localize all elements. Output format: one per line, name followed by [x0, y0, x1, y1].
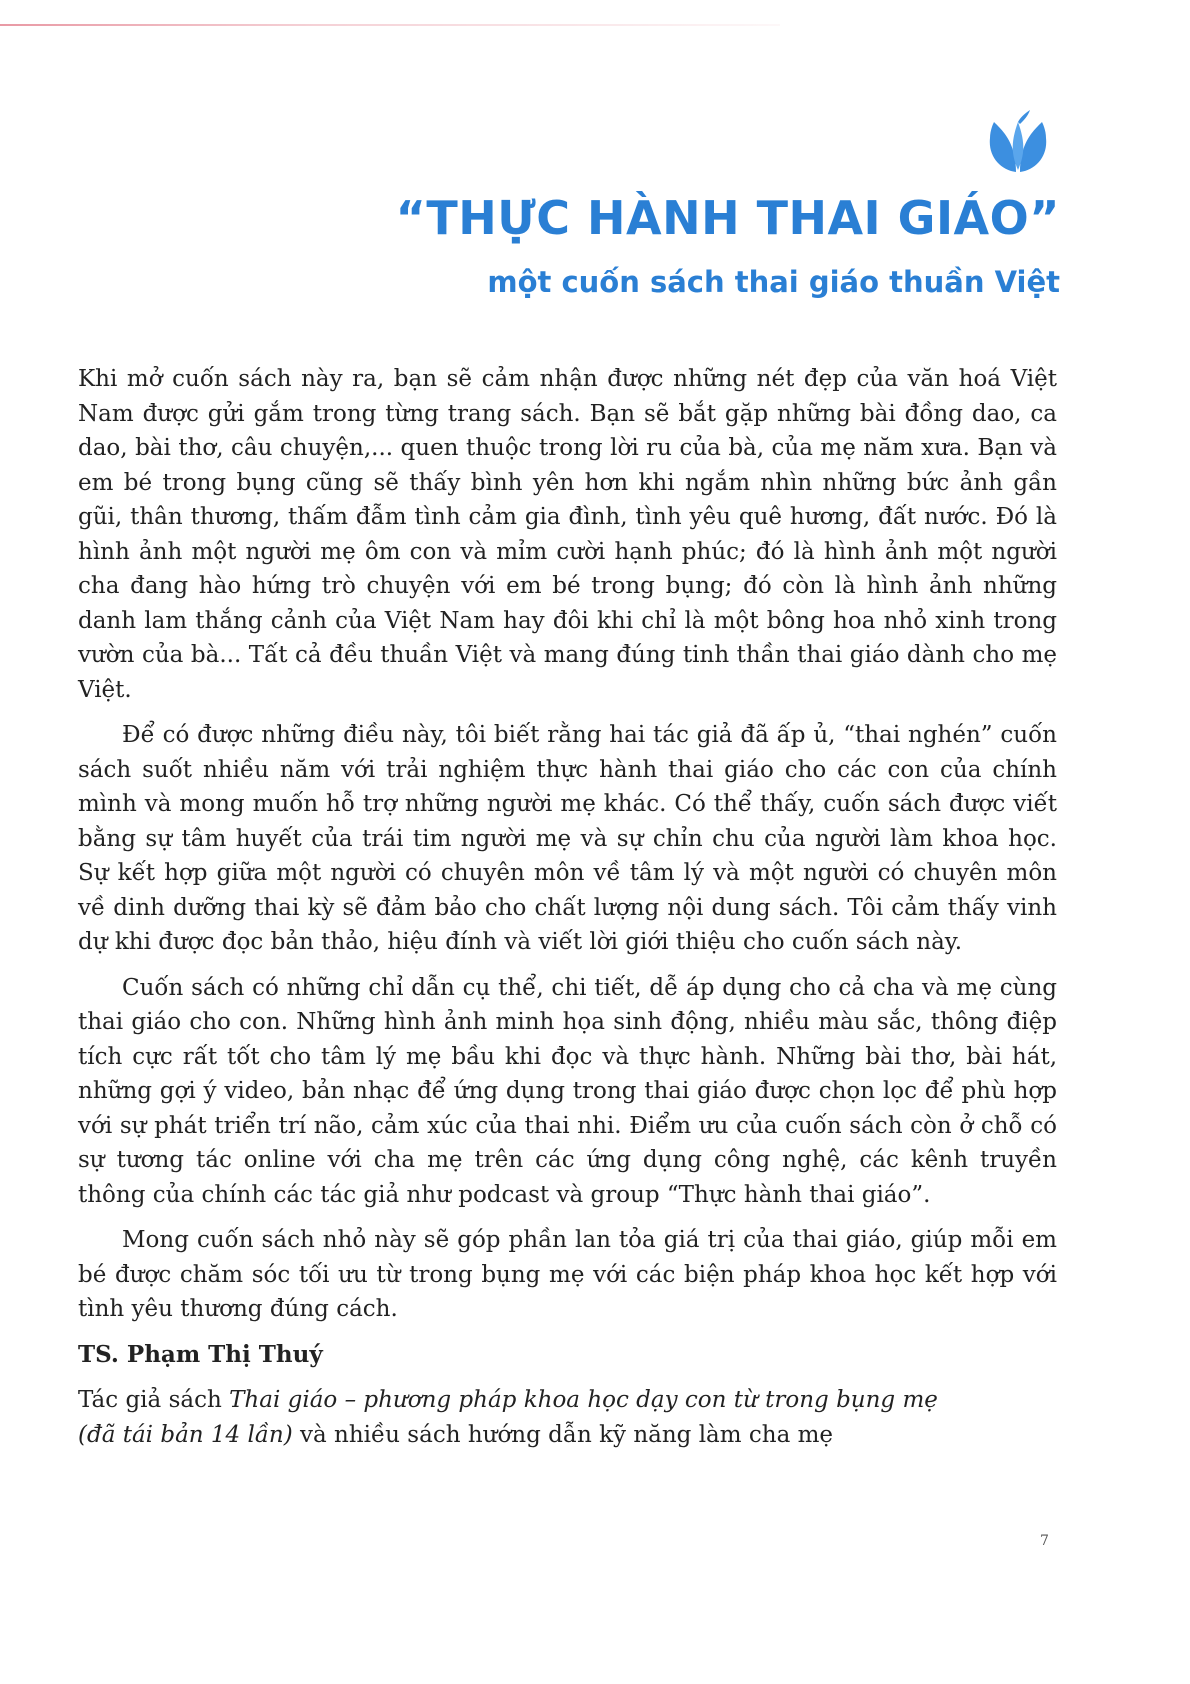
leaf-icon: [982, 108, 1054, 180]
body-text: [78, 362, 1057, 1463]
paragraph: Khi mở cuốn sách này ra, bạn sẽ cảm nhận được những nét đẹp của văn hoá Việt Nam được gửi gắm trong từng trang sách. Bạn sẽ bắt gặp những bài đồng dao, ca dao, bài thơ, câu chuyện,... quen thuộc trong lời ru của bà, của mẹ năm xưa. Bạn và em bé trong bụng cũng sẽ thấy bình yên hơn khi ngắm nhìn những bức ảnh gần gũi, thân thương, thấm đẫm tình cảm gia đình, tình yêu quê hương, đất nước. Đó là hình ảnh một người mẹ ôm con và mỉm cười hạnh phúc; đó là hình ảnh một người cha đang hào hứng trò chuyện với em bé trong bụng; đó còn là hình ảnh những danh lam thắng cảnh của Việt Nam hay đôi khi chỉ là một bông hoa nhỏ xinh trong vườn của bà... Tất cả đều thuần Việt và mang đúng tinh thần thai giáo dành cho mẹ Việt.: [78, 366, 1057, 703]
paragraph: Mong cuốn sách nhỏ này sẽ góp phần lan tỏa giá trị của thai giáo, giúp mỗi em bé được chăm sóc tối ưu từ trong bụng mẹ với các biện pháp khoa học kết hợp với tình yêu thương đúng cách.: [78, 1227, 1057, 1322]
author-description: [78, 1383, 1057, 1452]
paragraph: Để có được những điều này, tôi biết rằng hai tác giả đã ấp ủ, “thai nghén” cuốn sách suốt nhiều năm với trải nghiệm thực hành thai giáo cho các con của chính mình và mong muốn hỗ trợ những người mẹ khác. Có thể thấy, cuốn sách được viết bằng sự tâm huyết của trái tim người mẹ và sự chỉn chu của người làm khoa học. Sự kết hợp giữa một người có chuyên môn về tâm lý và một người có chuyên môn về dinh dưỡng thai kỳ sẽ đảm bảo cho chất lượng nội dung sách. Tôi cảm thấy vinh dự khi được đọc bản thảo, hiệu đính và viết lời giới thiệu cho cuốn sách này.: [78, 722, 1057, 955]
scan-edge-line: [0, 24, 780, 26]
paragraph: Cuốn sách có những chỉ dẫn cụ thể, chi tiết, dễ áp dụng cho cả cha và mẹ cùng thai giáo cho con. Những hình ảnh minh họa sinh động, nhiều màu sắc, thông điệp tích cực rất tốt cho tâm lý mẹ bầu khi đọc và thực hành. Những bài thơ, bài hát, những gợi ý video, bản nhạc để ứng dụng trong thai giáo được chọn lọc để phù hợp với sự phát triển trí não, cảm xúc của thai nhi. Điểm ưu của cuốn sách còn ở chỗ có sự tương tác online với cha mẹ trên các ứng dụng công nghệ, các kênh truyền thông của chính các tác giả như podcast và group “Thực hành thai giáo”.: [78, 974, 1057, 1208]
page-number: 7: [1040, 1533, 1049, 1549]
author-desc-suffix: và nhiều sách hướng dẫn kỹ năng làm cha mẹ: [292, 1421, 834, 1448]
page-title: “THỰC HÀNH THAI GIÁO”: [395, 191, 1060, 245]
author-name: TS. Phạm Thị Thuý: [78, 1340, 323, 1368]
author-desc-prefix: Tác giả sách: [78, 1387, 230, 1413]
author-reprint-note: (đã tái bản 14 lần): [78, 1421, 293, 1448]
author-book-title: Thai giáo – phương pháp khoa học dạy con từ trong bụng mẹ: [229, 1387, 938, 1413]
page-subtitle: một cuốn sách thai giáo thuần Việt: [487, 265, 1060, 299]
